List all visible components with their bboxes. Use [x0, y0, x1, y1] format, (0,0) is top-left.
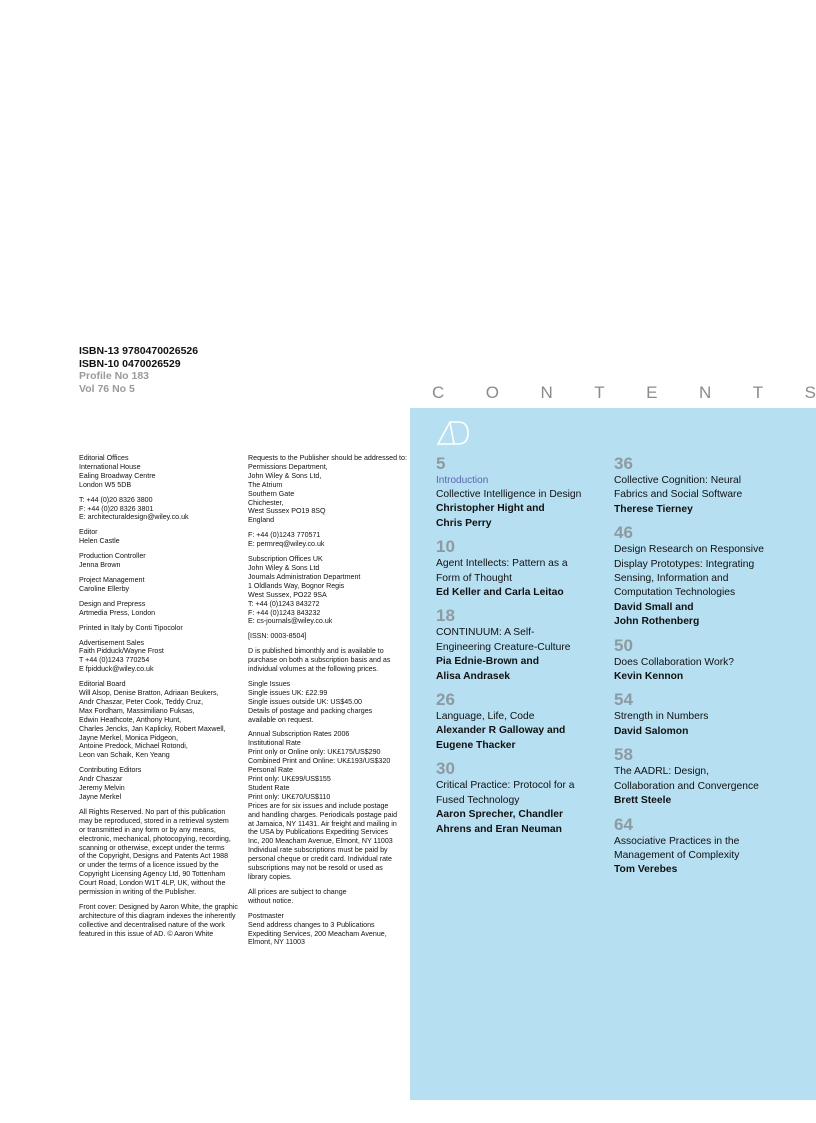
- info-paragraph: Editorial Offices International House Ealing Broadway Centre London W5 5DB: [79, 454, 156, 489]
- toc-section-tag: Introduction: [436, 475, 489, 486]
- isbn-13: ISBN-13 9780470026526: [79, 345, 199, 357]
- profile-number: Profile No 183: [79, 370, 150, 382]
- toc-column-right: [614, 455, 792, 885]
- toc-entry[interactable]: [614, 637, 792, 685]
- toc-page-number: 30: [436, 759, 455, 779]
- info-paragraph: Design and Prepress Artmedia Press, London: [79, 599, 156, 617]
- info-paragraph: Contributing Editors Andr Chaszar Jeremy Melvin Jayne Merkel: [79, 766, 142, 801]
- toc-entry[interactable]: [436, 607, 614, 684]
- contents-letter: E: [646, 383, 658, 402]
- info-paragraph: Requests to the Publisher should be addressed to: Permissions Department, John Wiley & Sons Ltd, The Atrium Southern Gate Chichester, West Sussex PO19 8SQ England: [248, 454, 407, 525]
- info-paragraph: Editorial Board Will Alsop, Denise Bratton, Adriaan Beukers, Andr Chaszar, Peter Cook, Teddy Cruz, Max Fordham, Massimiliano Fuksas, Edwin Heathcote, Anthony Hunt, Charles Jencks, Jan Kaplicky, Robert Maxwell, Jayne Merkel, Monica Pidgeon, Antoine Predock, Michael Rotondi, Leon van Schaik, Ken Yeang: [79, 680, 226, 760]
- contents-letter: N: [540, 383, 553, 402]
- volume-number: Vol 76 No 5: [79, 382, 135, 395]
- toc-article-title: Does Collaboration Work?: [614, 656, 734, 668]
- contents-letter: C: [432, 383, 445, 402]
- toc-article-title: Design Research on Responsive Display Prototypes: Integrating Sensing, Information and Computation Technologies: [614, 544, 764, 599]
- info-paragraph: Editor Helen Castle: [79, 528, 120, 546]
- info-paragraph: Annual Subscription Rates 2006 Institutional Rate Print only or Online only: UK£175/US$290 Combined Print and Online: UK£193/US$320 Personal Rate Print only: UK£99/US$155 Student Rate Print only: UK£70/US$110 Prices are for six issues and include postage and handling charges. Periodicals postage paid at Jamaica, NY 11431. Air freight and mailing in the USA by Publications Expediting Services Inc, 200 Meacham Avenue, Elmont, NY 11003 Individual rate subscriptions must be paid by personal cheque or credit card. Individual rate subscriptions may not be resold or used as library copies.: [248, 730, 398, 881]
- toc-article-title: Collective Intelligence in Design: [436, 489, 582, 500]
- toc-page-number: 10: [436, 537, 455, 557]
- info-paragraph: All prices are subject to change without notice.: [248, 887, 347, 905]
- toc-article-author: Kevin Kennon: [614, 671, 684, 683]
- info-paragraph: Printed in Italy by Conti Tipocolor: [79, 623, 183, 632]
- toc-article-author: Pia Ednie-Brown and Alisa Andrasek: [436, 656, 539, 682]
- toc-entry[interactable]: [614, 816, 792, 878]
- toc-entry[interactable]: [614, 746, 792, 808]
- toc-page-number: 58: [614, 745, 633, 765]
- info-paragraph: [ISSN: 0003-8504]: [248, 632, 307, 641]
- toc-page-number: 5: [436, 454, 446, 473]
- toc-article-title: The AADRL: Design, Collaboration and Convergence: [614, 766, 759, 792]
- info-paragraph: Postmaster Send address changes to 3 Publications Expediting Services, 200 Meacham Avenue, Elmont, NY 11003: [248, 911, 387, 947]
- toc-article-title: Collective Cognition: Neural Fabrics and Social Software: [614, 475, 743, 501]
- toc-article-title: Critical Practice: Protocol for a Fused Technology: [436, 780, 575, 806]
- toc-article-author: Aaron Sprecher, Chandler Ahrens and Eran Neuman: [436, 809, 564, 835]
- isbn-block: [79, 345, 198, 395]
- toc-article-author: Christopher Hight and Chris Perry: [436, 503, 545, 529]
- toc-entry[interactable]: [436, 538, 614, 600]
- toc-entry[interactable]: [614, 691, 792, 739]
- info-paragraph: D is published bimonthly and is available to purchase on both a subscription basis and as individual volumes at the following prices.: [248, 647, 391, 674]
- toc-article-author: David Small and John Rothenberg: [614, 601, 700, 628]
- toc-entry[interactable]: [614, 524, 792, 629]
- toc-article-title: Agent Intellects: Pattern as a Form of Thought: [436, 558, 568, 584]
- info-paragraph: T: +44 (0)20 8326 3800 F: +44 (0)20 8326 3801 E: architecturaldesign@wiley.co.uk: [79, 495, 189, 522]
- contents-heading: [432, 383, 816, 403]
- toc-column-left: [436, 455, 614, 844]
- info-paragraph: Front cover: Designed by Aaron White, the graphic architecture of this diagram indexes the inherently collective and decentralised nature of the work featured in this issue of AD. © Aaron White: [79, 902, 238, 938]
- isbn-10: ISBN-10 0470026529: [79, 357, 181, 370]
- contents-letter: O: [485, 383, 499, 402]
- toc-entry[interactable]: [436, 760, 614, 837]
- info-paragraph: Production Controller Jenna Brown: [79, 552, 146, 570]
- info-paragraph: Subscription Offices UK John Wiley & Sons Ltd Journals Administration Department 1 Oldlands Way, Bognor Regis West Sussex, PO22 9SA T: +44 (0)1243 843272 F: +44 (0)1243 843232 E: cs-journals@wiley.co.uk: [248, 555, 361, 626]
- toc-page-number: 18: [436, 606, 455, 626]
- toc-article-author: Tom Verebes: [614, 864, 678, 876]
- toc-article-author: Ed Keller and Carla Leitao: [436, 587, 564, 599]
- ad-logo-icon: [436, 420, 470, 446]
- toc-entry[interactable]: [436, 691, 614, 753]
- toc-page-number: 50: [614, 635, 633, 655]
- contents-letter: N: [698, 383, 712, 402]
- contents-letter: S: [804, 383, 816, 402]
- publisher-info-column: [248, 454, 408, 953]
- toc-article-title: Strength in Numbers: [614, 711, 709, 723]
- toc-article-author: Therese Tierney: [614, 503, 693, 515]
- info-paragraph: F: +44 (0)1243 770571 E: permreq@wiley.co.uk: [248, 531, 325, 549]
- info-paragraph: All Rights Reserved. No part of this publication may be reproduced, stored in a retrieval system or transmitted in any form or by any means, electronic, mechanical, photocopying, recording, scanning or otherwise, except under the terms of the Copyright, Designs and Patents Act 1988 or under the terms of a licence issued by the Copyright Licensing Agency Ltd, 90 Tottenham Court Road, London W1T 4LP, UK, without the permission in writing of the Publisher.: [79, 807, 231, 897]
- toc-article-title: CONTINUUM: A Self- Engineering Creature-Culture: [436, 627, 571, 653]
- toc-page-number: 26: [436, 690, 455, 710]
- toc-page-number: 46: [614, 523, 633, 543]
- toc-page-number: 64: [614, 814, 633, 834]
- editorial-info-column: [79, 454, 239, 945]
- info-paragraph: Single Issues Single issues UK: £22.99 Single issues outside UK: US$45.00 Details of postage and packing charges available on request.: [248, 679, 373, 724]
- toc-page-number: 54: [614, 690, 633, 710]
- toc-article-author: Alexander R Galloway and Eugene Thacker: [436, 725, 566, 751]
- contents-letter: T: [752, 383, 764, 402]
- contents-letter: T: [594, 383, 605, 402]
- toc-page-number: 36: [614, 454, 633, 473]
- info-paragraph: Advertisement Sales Faith Pidduck/Wayne Frost T +44 (0)1243 770254 E fpidduck@wiley.co.uk: [79, 638, 164, 674]
- toc-article-author: David Salomon: [614, 725, 689, 737]
- info-paragraph: Project Management Caroline Ellerby: [79, 575, 145, 593]
- toc-entry[interactable]: [436, 455, 614, 531]
- toc-article-title: Language, Life, Code: [436, 711, 535, 723]
- toc-article-title: Associative Practices in the Management of Complexity: [614, 835, 740, 861]
- toc-entry[interactable]: [614, 455, 792, 517]
- toc-article-author: Brett Steele: [614, 795, 672, 807]
